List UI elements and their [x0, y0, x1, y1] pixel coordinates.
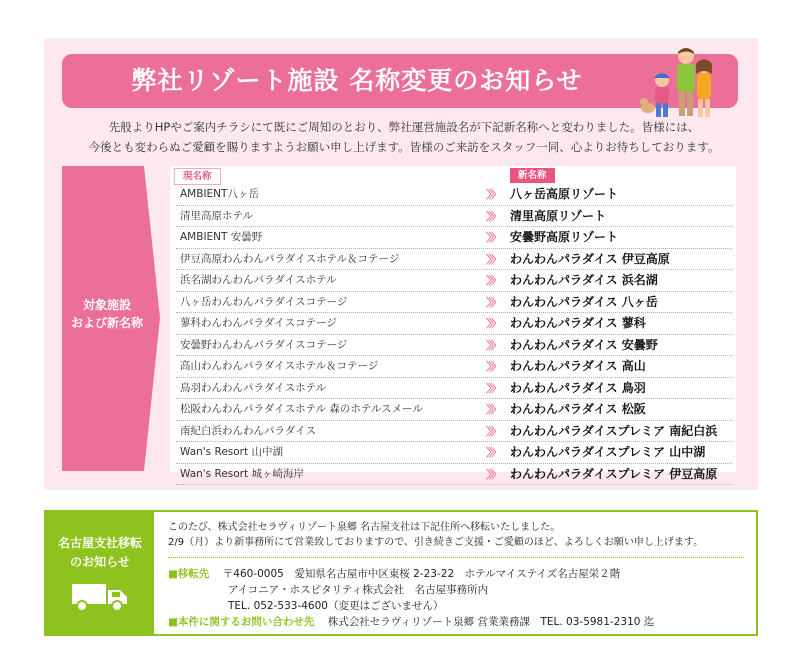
new-name: 八ヶ岳高原リゾート — [510, 187, 619, 201]
arrow-icon: 〉〉〉 — [486, 231, 499, 244]
table-row — [176, 421, 732, 443]
target-facilities-label — [62, 166, 160, 471]
new-name: わんわんパラダイス 鳥羽 — [510, 380, 646, 395]
arrow-icon: 〉〉〉 — [486, 360, 499, 373]
new-name: わんわんパラダイス 伊豆高原 — [510, 251, 670, 266]
intro-line-1: 先般よりHPやご案内チラシにて既にご周知のとおり、弊社運営施設名が下記新名称へと変わりました。皆様には、 — [108, 120, 700, 134]
arrow-icon: 〉〉〉 — [486, 317, 499, 330]
current-name: 伊豆高原わんわんパラダイスホテル＆コテージ — [180, 252, 400, 265]
arrow-icon: 〉〉〉 — [486, 403, 499, 416]
relocation-title — [46, 534, 154, 572]
current-name: 浜名湖わんわんパラダイスホテル — [180, 274, 337, 286]
table-row — [176, 184, 732, 206]
relocation-side-label — [46, 512, 154, 634]
address-label: ■移転先 — [168, 568, 210, 580]
intro-line-2: 今後とも変わらぬご愛顧を賜りますようお願い申し上げます。皆様のご来訪をスタッフ一同、心よりお待ちしております。 — [88, 140, 720, 154]
arrow-icon: 〉〉〉 — [486, 446, 499, 459]
table-rows — [176, 184, 732, 485]
current-name: 南紀白浜わんわんパラダイス — [180, 424, 317, 437]
table-row — [176, 292, 732, 314]
relocation-line-2: 2/9（月）より新事務所にて営業致しておりますので、引き続きご支援・ご愛顧のほど、よろしくお願い申し上げます。 — [168, 537, 704, 548]
current-name: 安曇野わんわんパラダイスコテージ — [180, 338, 348, 351]
company: アイコニア・ホスピタリティ株式会社 名古屋事務所内 — [228, 584, 489, 596]
target-label-text — [62, 296, 152, 332]
new-name: わんわんパラダイス 蓼科 — [510, 316, 646, 330]
arrow-icon: 〉〉〉 — [486, 338, 499, 352]
current-name: Wan's Resort 城ヶ崎海岸 — [180, 467, 304, 480]
new-name: わんわんパラダイス 松阪 — [510, 402, 646, 416]
table-row — [176, 378, 732, 400]
truck-icon — [72, 582, 128, 612]
divider — [168, 557, 744, 558]
table-row — [176, 335, 732, 357]
table-row — [176, 442, 732, 464]
arrow-icon: 〉〉〉 — [486, 188, 499, 201]
relocation-message — [168, 520, 748, 550]
table-row — [176, 313, 732, 335]
current-name: AMBIENT 安曇野 — [180, 231, 263, 243]
current-name: 鳥羽わんわんパラダイスホテル — [180, 381, 327, 394]
page-title: 弊社リゾート施設 名称変更のお知らせ — [131, 66, 583, 95]
arrow-icon: 〉〉〉 — [486, 381, 499, 395]
current-name: 清里高原ホテル — [180, 209, 253, 222]
table-row — [176, 356, 732, 378]
current-name-header: 現名称 — [174, 168, 221, 185]
table-row — [176, 270, 732, 292]
arrow-icon: 〉〉〉 — [486, 295, 499, 309]
arrow-icon: 〉〉〉 — [486, 274, 499, 287]
new-name: わんわんパラダイスプレミア 南紀白浜 — [510, 423, 718, 438]
new-name: 安曇野高原リゾート — [510, 230, 619, 244]
table-row — [176, 249, 732, 271]
relocation-title-line-2: のお知らせ — [70, 555, 130, 569]
arrow-icon: 〉〉〉 — [486, 424, 499, 438]
current-name: 八ヶ岳わんわんパラダイスコテージ — [180, 295, 348, 308]
arrow-icon: 〉〉〉 — [486, 467, 499, 481]
contact: 株式会社セラヴィリゾート泉郷 営業業務課 TEL. 03-5981-2310 迄 — [327, 616, 655, 628]
address-row — [168, 566, 620, 581]
current-name: 蓼科わんわんパラダイスコテージ — [180, 317, 337, 329]
new-name: わんわんパラダイス 浜名湖 — [510, 273, 658, 287]
contact-label: ■本件に関するお問い合わせ先 — [168, 616, 315, 628]
new-name: 清里高原リゾート — [510, 208, 607, 223]
current-name: 松阪わんわんパラダイスホテル 森のホテルスメール — [180, 403, 423, 415]
address: 〒460-0005 愛知県名古屋市中区東桜 2-23-22 ホテルマイステイズ名古屋栄２階 — [222, 568, 621, 580]
target-label-line-1: 対象施設 — [82, 298, 131, 312]
table-row — [176, 464, 732, 486]
phone: TEL. 052-533-4600（変更はございません） — [228, 600, 444, 612]
current-name: Wan's Resort 山中湖 — [180, 446, 283, 458]
table-row — [176, 399, 732, 421]
current-name: 高山わんわんパラダイスホテル＆コテージ — [180, 360, 379, 372]
new-name-header: 新名称 — [510, 168, 555, 183]
contact-row — [168, 614, 654, 629]
new-name: わんわんパラダイス 高山 — [510, 359, 646, 373]
relocation-line-1: このたび、株式会社セラヴィリゾート泉郷 名古屋支社は下記住所へ移転いたしました。 — [168, 522, 561, 533]
family-illustration — [640, 44, 718, 120]
intro-text — [70, 117, 738, 157]
new-name: わんわんパラダイスプレミア 山中湖 — [510, 445, 706, 459]
arrow-icon: 〉〉〉 — [486, 209, 499, 223]
new-name: わんわんパラダイス 安曇野 — [510, 337, 658, 352]
relocation-title-line-1: 名古屋支社移転 — [57, 536, 142, 550]
new-name: わんわんパラダイス 八ヶ岳 — [510, 294, 658, 309]
table-row — [176, 227, 732, 249]
target-label-line-2: および新名称 — [70, 316, 143, 330]
current-name: AMBIENT八ヶ岳 — [180, 188, 259, 200]
table-row — [176, 206, 732, 228]
new-name: わんわんパラダイスプレミア 伊豆高原 — [510, 466, 718, 481]
arrow-icon: 〉〉〉 — [486, 252, 499, 266]
